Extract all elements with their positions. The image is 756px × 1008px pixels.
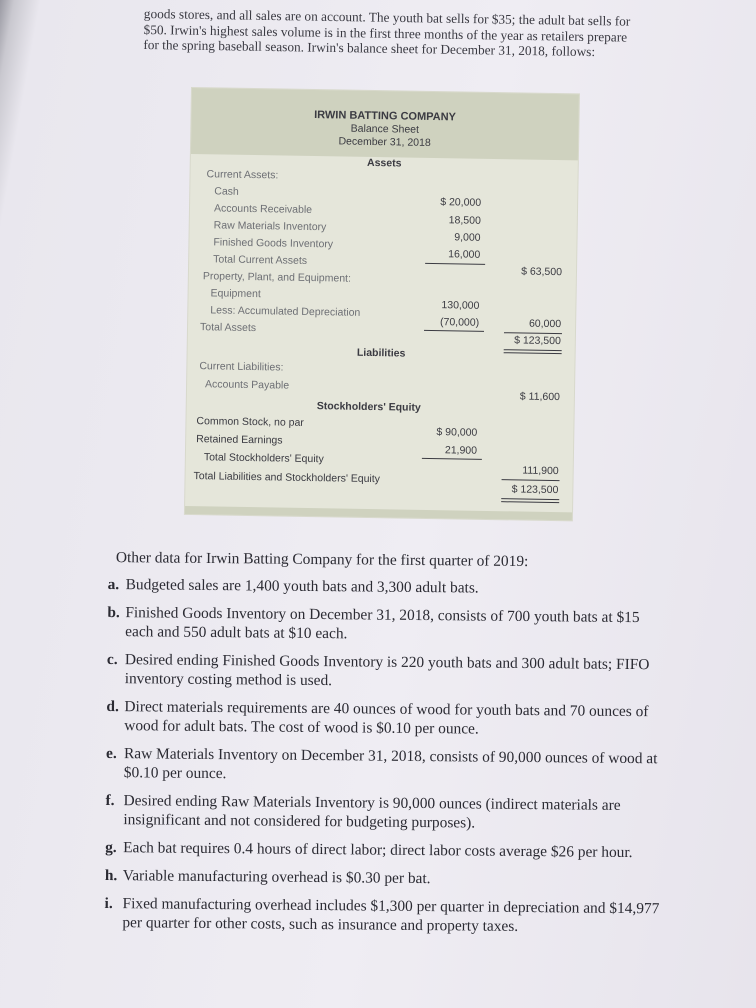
total-current-assets-label: Total Current Assets [213,253,308,267]
total-equity-value: 111,900 [522,464,559,478]
statement-name: Balance Sheet [350,122,420,136]
equipment-label: Equipment [210,287,261,301]
other-data-section [104,548,668,946]
accounts-payable-label: Accounts Payable [204,378,290,392]
cash-value: $ 20,000 [440,196,482,209]
list-item [105,791,665,834]
assets-heading: Assets [366,156,402,170]
item-key: a. [107,575,120,594]
item-key: i. [104,894,113,913]
item-text: Each bat requires 0.4 hours of direct labor; direct labor costs average $26 per hour. [123,839,633,862]
finished-goods-value: 16,000 [448,248,481,261]
retained-earnings-value: 21,900 [444,444,478,457]
ppe-label: Property, Plant, and Equipment: [202,270,352,285]
rule [501,501,559,503]
list-item [105,838,665,862]
list-item [105,866,665,890]
total-assets-value: $ 123,500 [514,334,561,348]
accounts-receivable-label: Accounts Receivable [213,202,313,217]
total-current-assets-value: $ 63,500 [521,265,563,279]
common-stock-label: Common Stock, no par [196,415,304,429]
accounts-payable-value: $ 11,600 [519,390,561,404]
rule [424,330,484,332]
item-text: Direct materials requirements are 40 ounces of wood for youth bats and 70 ounces of wood for adult bats. The cost of wood is $0.10 per ounce. [124,698,649,738]
accumulated-depreciation-label: Less: Accumulated Depreciation [210,304,361,319]
list-item [106,697,666,740]
cash-label: Cash [214,185,239,198]
item-key: b. [107,603,120,622]
item-text: Desired ending Raw Materials Inventory is 90,000 ounces (indirect materials are insignificant and not considered for budgeting purposes). [123,792,621,832]
total-equity-label: Total Stockholders' Equity [203,451,324,466]
finished-goods-label: Finished Goods Inventory [213,236,334,251]
item-text: Desired ending Finished Goods Inventory is 220 youth bats and 300 adult bats; FIFO inventory costing method is used. [124,651,650,690]
list-item [108,575,668,599]
total-assets-label: Total Assets [199,321,257,335]
rule [425,263,485,265]
list-item [107,650,667,693]
item-key: c. [106,650,118,669]
net-ppe-value: 60,000 [528,317,562,331]
item-key: d. [106,697,119,716]
item-text: Finished Goods Inventory on December 31, 2018, consists of 700 youth bats at $15 each and 550 adult bats at $10 each. [125,604,640,643]
other-data-lead: Other data for Irwin Batting Company for the first quarter of 2019: [115,549,529,571]
company-name: IRWIN BATTING COMPANY [314,109,457,124]
balance-sheet-footer-band [185,506,572,520]
item-text: Raw Materials Inventory on December 31, 2018, consists of 90,000 ounces of wood at $0.10 per ounce. [123,745,658,783]
list-item [107,603,667,646]
equipment-value: 130,000 [441,299,480,312]
retained-earnings-label: Retained Earnings [196,433,283,447]
item-key: h. [104,866,118,885]
item-text: Variable manufacturing overhead is $0.30 per bat. [122,867,431,888]
intro-paragraph: goods stores, and all sales are on account. The youth bat sells for $35; the adult bat sells for $50. Irwin's highest sales volume is in the first three months of the year as retailers prepare for the spring baseball season. Irwin's balance sheet for December 31, 2018, follows: [143,6,631,60]
item-key: e. [105,744,117,763]
common-stock-value: $ 90,000 [436,426,478,439]
item-key: f. [105,791,115,810]
list-item [106,744,666,787]
accounts-receivable-value: 18,500 [448,214,481,227]
balance-sheet-table [185,88,579,520]
liabilities-heading: Liabilities [356,346,406,360]
rule [501,498,559,500]
total-liabilities-equity-label: Total Liabilities and Stockholders' Equity [193,470,381,486]
equity-heading: Stockholders' Equity [316,400,421,414]
item-key: g. [105,838,117,857]
accumulated-depreciation-value: (70,000) [439,316,480,329]
rule [502,479,560,481]
item-text: Fixed manufacturing overhead includes $1,300 per quarter in depreciation and $14,977 per quarter for other costs, such as insurance and property taxes. [122,895,660,935]
item-text: Budgeted sales are 1,400 youth bats and 3,300 adult bats. [125,576,479,597]
rule [422,458,482,460]
statement-date: December 31, 2018 [338,135,431,149]
current-assets-label: Current Assets: [206,168,279,182]
raw-materials-value: 9,000 [454,231,481,244]
current-liabilities-label: Current Liabilities: [199,360,284,374]
total-liabilities-equity-value: $ 123,500 [511,483,559,497]
list-item [104,894,664,937]
raw-materials-label: Raw Materials Inventory [213,219,327,234]
